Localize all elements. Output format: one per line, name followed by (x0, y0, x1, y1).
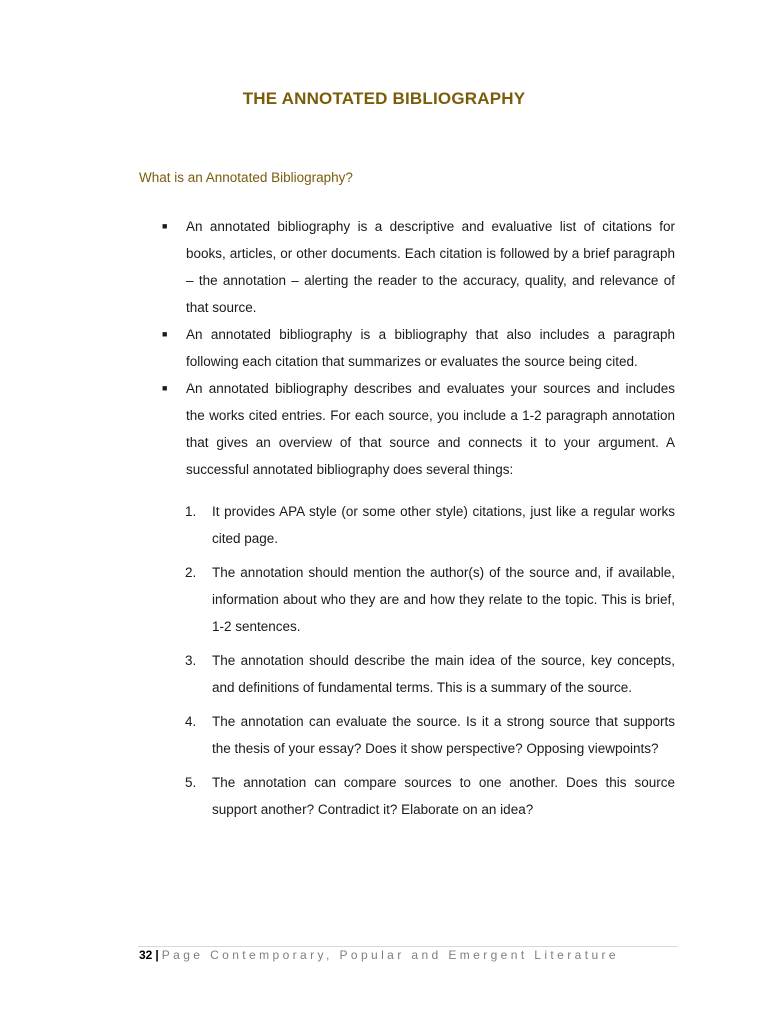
square-bullet-icon: ■ (162, 221, 168, 231)
numbered-item (185, 498, 675, 552)
numbered-item (185, 559, 675, 640)
section-heading: What is an Annotated Bibliography? (139, 170, 353, 185)
item-text: It provides APA style (or some other style) citations, just like a regular works cited page. (212, 504, 675, 546)
numbered-list (185, 498, 675, 830)
item-text: The annotation can evaluate the source. Is it a strong source that supports the thesis of your essay? Does it show perspective? Opposing viewpoints? (212, 714, 675, 756)
square-bullet-icon: ■ (162, 383, 168, 393)
page-number: 32 (139, 948, 153, 962)
bullet-item (160, 213, 675, 321)
item-text: The annotation should mention the author(s) of the source and, if available, information about who they are and how they relate to the topic. This is brief, 1-2 sentences. (212, 565, 675, 634)
footer-text: Page Contemporary, Popular and Emergent Literature (161, 948, 619, 962)
bullet-text: An annotated bibliography is a bibliography that also includes a paragraph following each citation that summarizes or evaluates the source being cited. (186, 327, 675, 369)
item-number: 5. (185, 775, 197, 790)
item-number: 4. (185, 714, 197, 729)
numbered-item (185, 708, 675, 762)
item-text: The annotation can compare sources to one another. Does this source support another? Contradict it? Elaborate on an idea? (212, 775, 675, 817)
item-text: The annotation should describe the main idea of the source, key concepts, and definitions of fundamental terms. This is a summary of the source. (212, 653, 675, 695)
item-number: 1. (185, 504, 197, 519)
square-bullet-icon: ■ (162, 329, 168, 339)
bullet-text: An annotated bibliography is a descriptive and evaluative list of citations for books, articles, or other documents. Each citation is followed by a brief paragraph – the annotation – alerting the reader to the accuracy, quality, and relevance of that source. (186, 219, 675, 315)
footer-separator: | (155, 948, 159, 962)
page-footer (139, 948, 619, 962)
item-number: 2. (185, 565, 197, 580)
item-number: 3. (185, 653, 197, 668)
bullet-text: An annotated bibliography describes and evaluates your sources and includes the works cited entries. For each source, you include a 1-2 paragraph annotation that gives an overview of that source and connects it to your argument. A successful annotated bibliography does several things: (186, 381, 675, 477)
bullet-item (160, 321, 675, 375)
bullet-list (160, 213, 675, 483)
page-title: THE ANNOTATED BIBLIOGRAPHY (242, 89, 526, 108)
numbered-item (185, 769, 675, 823)
numbered-item (185, 647, 675, 701)
footer-divider (138, 946, 678, 947)
bullet-item (160, 375, 675, 483)
